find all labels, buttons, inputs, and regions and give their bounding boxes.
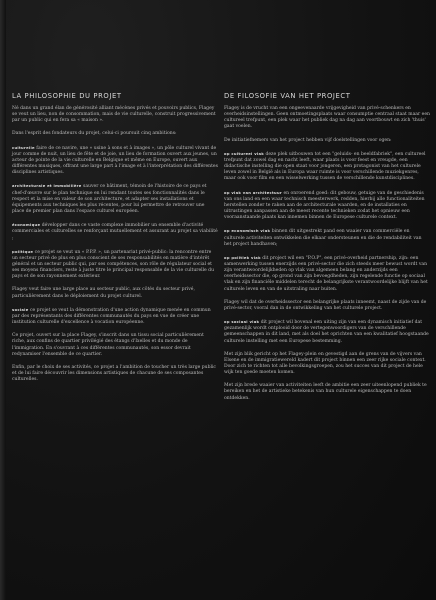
paragraph — [12, 222, 218, 241]
french-ambitions-lead: Dans l'esprit des fondateurs du projet, celui-ci poursuit cinq ambitions: — [12, 131, 177, 137]
section-keyword: architecturale et immobilière — [12, 184, 82, 189]
dutch-title: DE FILOSOFIE VAN HET PROJECT — [224, 92, 351, 100]
section-keyword: op economisch vlak — [224, 229, 271, 234]
paragraph — [12, 307, 218, 326]
paragraph — [12, 333, 218, 358]
paragraph-text: ce projet se veut un « P.P.P. », un partenariat privé-public: la rencontre entre un secteur privé de plus en plus conscient de ses responsabilités en matière d'intérêt général et un secteur public qui, par ses compétences, son rôle de régulateur social et ses moyens financiers, reste à juste titre le principal responsable de la vie culturelle du pays et de son rayonnement extérieur. — [12, 249, 215, 280]
paragraph — [224, 255, 430, 293]
paragraph-text: Met zijn brede waaier van activiteiten leeft de ambitie een zeer uiteenlopend publiek te bereiken en het de artistieke betekenis van hun culturele eigenschappen te doen ontdekken. — [224, 383, 427, 401]
page-edge — [0, 0, 6, 600]
section-keyword: op cultureel vlak — [224, 151, 264, 156]
dutch-ambitions-lead: De initiatiefnemers van het project hebben vijf doelstellingen voor ogen: — [224, 137, 392, 143]
section-keyword: économique — [12, 223, 41, 228]
paragraph-text: sauver ce bâtiment, témoin de l'histoire de ce pays et chef-d'œuvre sur le plan technique en lui rendant toutes ses fonctionnalités dans le respect et la mise en valeur de son architecture, et adapter ses installations et équipements aux techniques les plus récentes, pour lui permettre de retrouver une place de premier plan dans l'espace culturel européen. — [12, 184, 207, 215]
paragraph — [12, 249, 218, 281]
paragraph — [12, 365, 218, 383]
paragraph-text: dit project wil bovenal een uiting zijn van een dynamisch initiatief dat gezamenlijk wordt ontplooid door de vertegenwoordigers van de verschillende gemeenschappen in dit land, met als doel het oprichten van een kwalitatief hoogstaande culturele instelling met een Europese bestemming. — [224, 320, 429, 344]
paragraph-text: Enfin, par le choix de ses activités, ce projet a l'ambition de toucher un très large public et de lui faire découvrir les dimensions artistiques de chacune de ses composantes culturelles. — [12, 364, 216, 383]
paragraph — [224, 300, 430, 312]
section-keyword: op vlak van architectuur — [224, 190, 283, 195]
paragraph — [224, 190, 430, 222]
paragraph — [12, 183, 218, 215]
paragraph — [224, 352, 430, 377]
paragraph — [12, 287, 218, 299]
paragraph-text: ce projet se veut la démonstration d'une action dynamique menée en commun par des représentants des différentes communautés du pays en vue de créer une institution culturelle d'excellence à vocation européenne. — [12, 307, 211, 326]
paragraph-text: faire de ce navire, une « usine à sons et à images », un pôle culturel vivant de jour comme de nuit, un lieu de fête et de joie, un lieu de formation ouvert aux jeunes, un acteur de pointe de la vie culturelle en Belgique et même en Europe, ouvert aux différentes musiques, offrant une large part à l'image et à l'interprétation des différentes disciplines artistiques. — [12, 145, 218, 176]
paragraph-text: Met zijn blik gericht op het Flagey-plein en gevestigd aan de grens van de vijvers van Elsene en de immigratiewereld kadert dit project binnen een zeer rijke sociale context. Door zich te richten tot alle bevolkingsgroepen, zou het succes van dit project de hele wijk ten goede moeten komen. — [224, 351, 426, 376]
paragraph — [224, 151, 430, 183]
french-title: LA PHILOSOPHIE DU PROJET — [12, 92, 122, 100]
section-keyword: politique — [12, 249, 34, 254]
paragraph-text: binnen dit uitgestrekt pand een waaier van commerciële en culturele activiteiten ontwikkelen die elkaar ondersteunen en die de rendabiliteit van het project handhaven; — [224, 229, 422, 247]
dutch-intro: Flagey is de vrucht van een ongeevenaarde vrijgevigheid van privé-schenkers en overheidsinstellingen. Geen ontmoetingsplaats waar consumptie centraal staat maar een cultureel trefpunt, een plek waar het publiek dag na dag aan voortbouwt en zich 'thuis' gaat voelen. — [224, 106, 430, 130]
paragraph-text: développer dans ce vaste complexe immobilier un ensemble d'activité commerciales et culturelles se renforçant mutuellement et assurant au projet sa viabilité ; — [12, 223, 218, 241]
dutch-items — [224, 151, 430, 402]
french-intro: Né dans un grand élan de générosité alliant mécènes privés et pouvoirs publics, Flagey se veut un lieu, non de consommation, mais de vie culturelle, construit progressivement par un public qui en fera sa « maison ». — [12, 106, 216, 124]
paragraph-text: en onroerend goed: dit gebouw, getuige van de geschiedenis van ons land en een waar technisch meesterwerk, redden, hierbij alle functionaliteiten herstellen zonder te raken aan de architecturale waarden, en de installaties en uitrustingen aanpassen aan de meest recente technieken zodat het opnieuw een vooraanstaande plaats kan innemen binnen de Europese culturele context. — [224, 190, 425, 221]
paragraph-text: Ce projet, ouvert sur la place Flagey, s'inscrit dans un tissu social particulièrement riche, aux confins de quartier privilégié des étangs d'Ixelles et du monde de l'immigration. En s'ouvrant à ces différentes communautés, son essor devrait redynamiser l'ensemble de ce quartier. — [12, 333, 204, 357]
paragraph-text: dit project wil een "P.O.P", een privé-overheid partnership, zijn: een samenwerking tussen enerzijds een privé-sector die zich steeds meer bewust wordt van zijn verantwoordelijkheden op vlak van algemeen belang en anderzijds een overheidssector die, op grond van zijn bevoegdheden, zijn regelende functie op sociaal vlak en zijn financiële middelen terecht de belangrijkste verantwoordelijke blijft van het culturele leven en van de uitstraling naar buiten. — [224, 255, 428, 292]
paragraph — [12, 145, 218, 177]
french-column — [12, 92, 218, 390]
section-keyword: op sociaal vlak — [224, 320, 260, 325]
dutch-column — [224, 92, 430, 409]
paragraph — [224, 319, 430, 345]
paragraph — [224, 228, 430, 247]
paragraph-text: deze plek uitbouwen tot een "geluids- en beeldfabriek", een cultureel trefpunt dat zowel dag en nacht leeft, waar plaats is voor feest en vreugde, een didactische instelling die open staat voor jongeren, een protagonist van het culturele leven zowel in België als in Europa waar ruimte is voor verschillende muziekgenres, maar ook voor film en een wisselwerking tussen de verschillende kunstdisciplines. — [224, 151, 426, 182]
section-keyword: op politiek vlak — [224, 255, 261, 260]
section-keyword: sociale — [12, 307, 29, 312]
section-keyword: culturelle — [12, 145, 35, 150]
french-items — [12, 145, 218, 384]
paragraph-text: Flagey veut faire une large place au secteur public, aux côtés du secteur privé, particulièrement dans le déploiement du projet culturel. — [12, 287, 195, 299]
paragraph — [224, 383, 430, 401]
paragraph-text: Flagey wil dat de overheidssector een belangrijke plaats inneemt, naast de zijde van de privé-sector, vooral dan in de ontwikkeling van het culturele project. — [224, 299, 427, 311]
